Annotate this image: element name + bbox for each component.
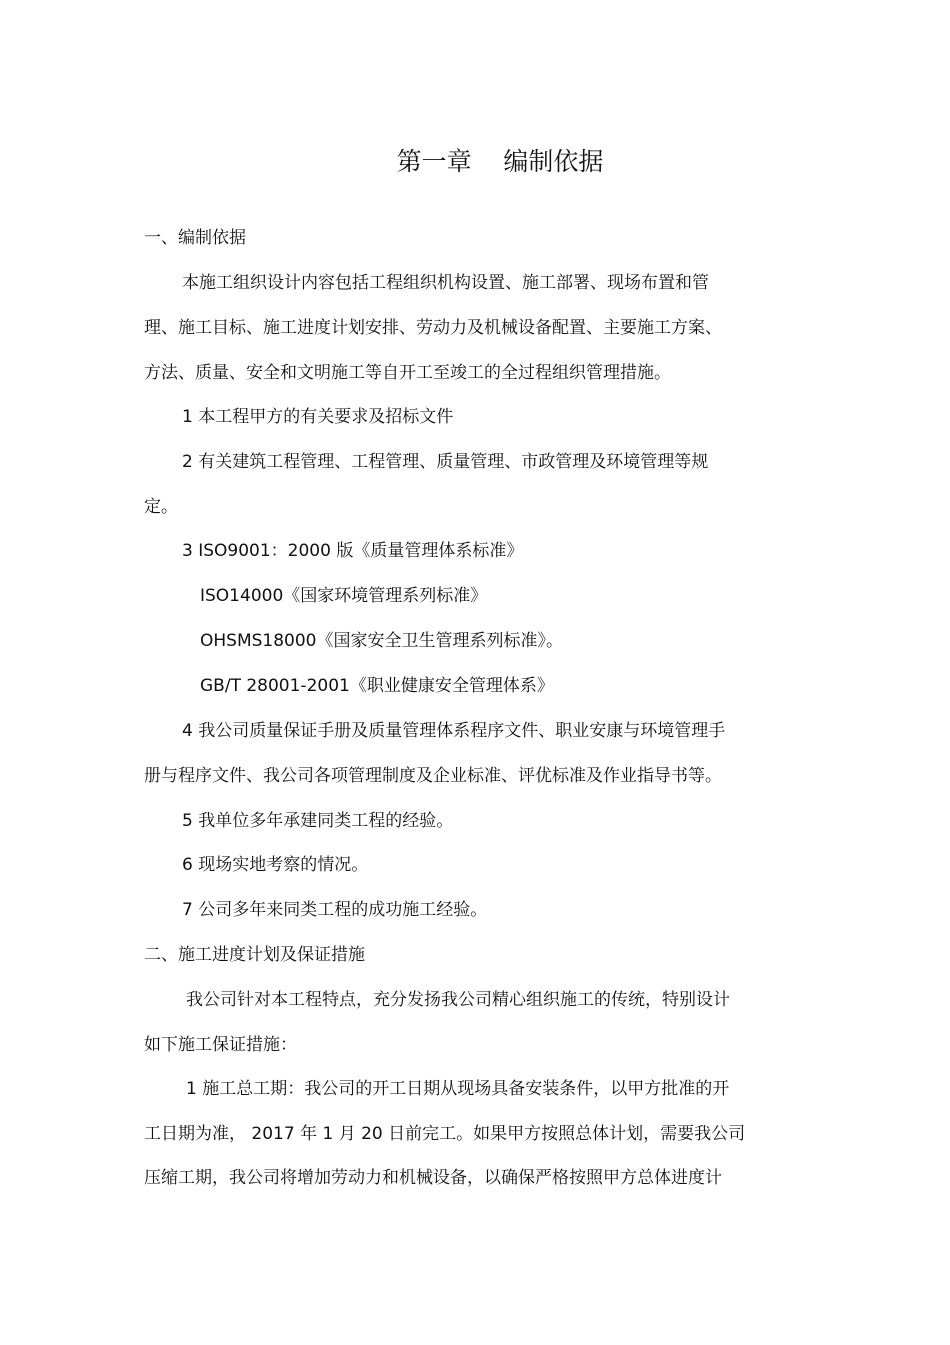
list-item: 5 我单位多年承建同类工程的经验。 [182,811,454,831]
list-item: 1 本工程甲方的有关要求及招标文件 [182,407,454,427]
list-item: 7 公司多年来同类工程的成功施工经验。 [182,900,488,920]
list-item: 1 施工总工期：我公司的开工日期从现场具备安装条件，以甲方批准的开 [186,1079,730,1099]
standard-item: ISO14000《国家环境管理系列标准》 [200,586,488,606]
standard-item: OHSMS18000《国家安全卫生管理系列标准》。 [200,631,563,651]
list-item: 6 现场实地考察的情况。 [182,855,369,875]
section-heading: 一、编制依据 [144,228,246,248]
section-heading: 二、施工进度计划及保证措施 [144,945,365,965]
list-item: 3 ISO9001：2000 版《质量管理体系标准》 [182,541,524,561]
paragraph-line: 压缩工期，我公司将增加劳动力和机械设备，以确保严格按照甲方总体进度计 [144,1168,722,1188]
paragraph-line: 方法、质量、安全和文明施工等自开工至竣工的全过程组织管理措施。 [144,363,671,383]
paragraph-line: 理、施工目标、施工进度计划安排、劳动力及机械设备配置、主要施工方案、 [144,318,722,338]
paragraph-line: 本施工组织设计内容包括工程组织机构设置、施工部署、现场布置和管 [182,273,709,293]
paragraph-line: 定。 [144,497,178,517]
standard-item: GB/T 28001-2001《职业健康安全管理体系》 [200,676,554,696]
paragraph-line: 工日期为准， 2017 年 1 月 20 日前完工。如果甲方按照总体计划，需要我公司 [144,1124,746,1144]
list-item: 2 有关建筑工程管理、工程管理、质量管理、市政管理及环境管理等规 [182,452,709,472]
paragraph-line: 我公司针对本工程特点，充分发扬我公司精心组织施工的传统，特别设计 [186,990,730,1010]
list-item: 4 我公司质量保证手册及质量管理体系程序文件、职业安康与环境管理手 [182,721,726,741]
paragraph-line: 如下施工保证措施： [144,1035,297,1055]
chapter-title: 第一章 编制依据 [396,147,604,176]
paragraph-line: 册与程序文件、我公司各项管理制度及企业标准、评优标准及作业指导书等。 [144,766,722,786]
